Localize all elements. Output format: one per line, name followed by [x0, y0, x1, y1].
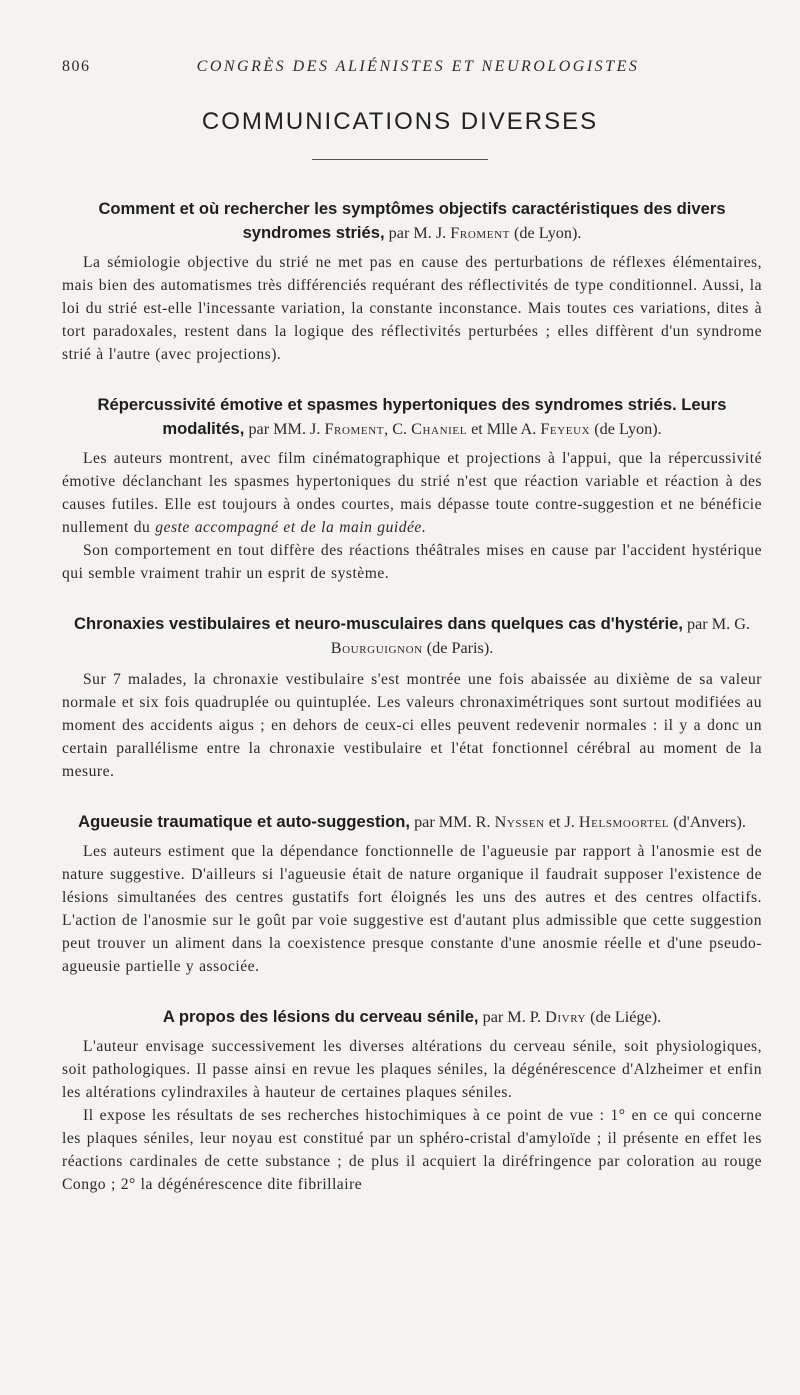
author-place: (de Liége). [590, 1008, 662, 1026]
article [62, 197, 762, 366]
running-head [62, 58, 744, 80]
author-name: Bourguignon [330, 639, 423, 657]
abstract-paragraph: Les auteurs montrent, avec film cinématographique et projections à l'appui, que la répercussivité émotive déclanchant les spasmes hypertoniques du strié n'est que réaction variable et réaction à des causes futiles. Elle est toujours à ondes courtes, mais dépasse toute contre-suggestion et ne bénéficie nullement du geste accompagné et de la main guidée. [62, 450, 762, 536]
article-byline: par M. P. Divry (de Liége). [482, 1008, 662, 1026]
section-title: COMMUNICATIONS DIVERSES [201, 108, 599, 135]
italic-phrase: geste accompagné et de la main guidée. [155, 519, 427, 536]
abstract-paragraph: Sur 7 malades, la chronaxie vestibulaire s'est montrée une fois abaissée au dixième de sa valeur normale et six fois quadruplée ou quintuplée. Les valeurs chronaximétriques sont surtout modifiées au moment des accidents aigus ; en dehors de ceux-ci elles peuvent redevenir normales : il y a donc un certain parallélisme entre la chronaxie vestibulaire et l'état fonctionnel cérébral au moment de la mesure. [62, 671, 762, 780]
author-name: Helsmoortel [578, 813, 670, 831]
article-title: Chronaxies vestibulaires et neuro-musculaires dans quelques cas d'hystérie, [74, 614, 683, 633]
page-number: 806 [62, 58, 91, 75]
author-place: (de Paris). [426, 639, 494, 657]
author-name: Froment [450, 224, 510, 242]
article [62, 393, 762, 585]
article-title: Répercussivité émotive et spasmes hypertoniques des syndromes striés. Leurs modalités, [97, 395, 727, 438]
author-name: Froment [324, 420, 385, 438]
article-byline: par MM. R. Nyssen et J. Helsmoortel (d'Anvers). [414, 813, 746, 831]
author-name: Nyssen [494, 813, 545, 831]
author-name: Divry [545, 1008, 587, 1026]
abstract-paragraph: Les auteurs estiment que la dépendance fonctionnelle de l'agueusie par rapport à l'anosmie est de nature suggestive. D'ailleurs si l'agueusie était de nature organique il faudrait supposer l'existence de lésions simultanées des centres gustatifs fort éloignés les uns des autres et des centres olfactifs. L'action de l'anosmie sur le goût par voie suggestive est d'autant plus admissible que cette suggestion peut trouver un aliment dans la coexistence presque constante d'une anosmie réelle et d'une pseudo-agueusie partielle y associée. [62, 843, 762, 975]
article [62, 810, 762, 978]
article-title: A propos des lésions du cerveau sénile, [162, 1007, 479, 1026]
article-title: Comment et où rechercher les symptômes objectifs caractéristiques des divers syndromes striés, [98, 199, 726, 242]
article-heading [62, 393, 762, 441]
author-place: (de Lyon). [594, 420, 662, 438]
author-name: Chaniel [411, 420, 468, 438]
article-heading [62, 810, 762, 834]
author-place: (d'Anvers). [673, 813, 746, 831]
article-byline: par M. G. Bourguignon (de Paris). [330, 615, 750, 657]
abstract-paragraph: La sémiologie objective du strié ne met pas en cause des perturbations de réflexes élémentaires, mais bien des automatismes très différenciés requérant des réflectivités de type conditionnel. Aussi, la loi du strié est-elle l'incessante variation, la constante inconstance. Mais toutes ces variations, dites à tort paradoxales, restent dans la logique des réflectivités perturbées ; elles diffèrent d'un syndrome strié à l'autre (avec projections). [62, 254, 762, 363]
journal-title: CONGRÈS DES ALIÉNISTES ET NEUROLOGISTES [196, 58, 640, 75]
article-heading [62, 612, 762, 660]
article-title: Agueusie traumatique et auto-suggestion, [78, 812, 411, 831]
article [62, 1005, 762, 1196]
author-name: Feyeux [540, 420, 591, 438]
abstract-paragraph: Son comportement en tout diffère des réactions théâtrales mises en cause par l'accident hystérique qui semble vraiment trahir un esprit de système. [62, 542, 762, 582]
abstract-paragraph: L'auteur envisage successivement les diverses altérations du cerveau sénile, soit physiologiques, soit pathologiques. Il passe ainsi en revue les plaques séniles, la dégénérescence d'Alzheimer et enfin les altérations cylindraxiles à hauteur de certaines plaques séniles. [62, 1038, 762, 1101]
article-byline: par M. J. Froment (de Lyon). [388, 224, 582, 242]
article-byline: par MM. J. Froment, C. Chaniel et Mlle A. Feyeux (de Lyon). [248, 420, 662, 438]
author-place: (de Lyon). [513, 224, 582, 242]
article-heading [62, 197, 762, 245]
article [62, 612, 762, 783]
article-heading [62, 1005, 762, 1029]
article-list [62, 197, 762, 1196]
abstract-paragraph: Il expose les résultats de ses recherches histochimiques à ce point de vue : 1° en ce qui concerne les plaques séniles, leur noyau est constitué par un sphéro-cristal d'amyloïde ; il présente en effet les réactions cardinales de cette substance ; de plus il acquiert la diréfringence par coloration au rouge Congo ; 2° la dégénérescence dite fibrillaire [62, 1107, 762, 1193]
title-divider [312, 159, 488, 160]
